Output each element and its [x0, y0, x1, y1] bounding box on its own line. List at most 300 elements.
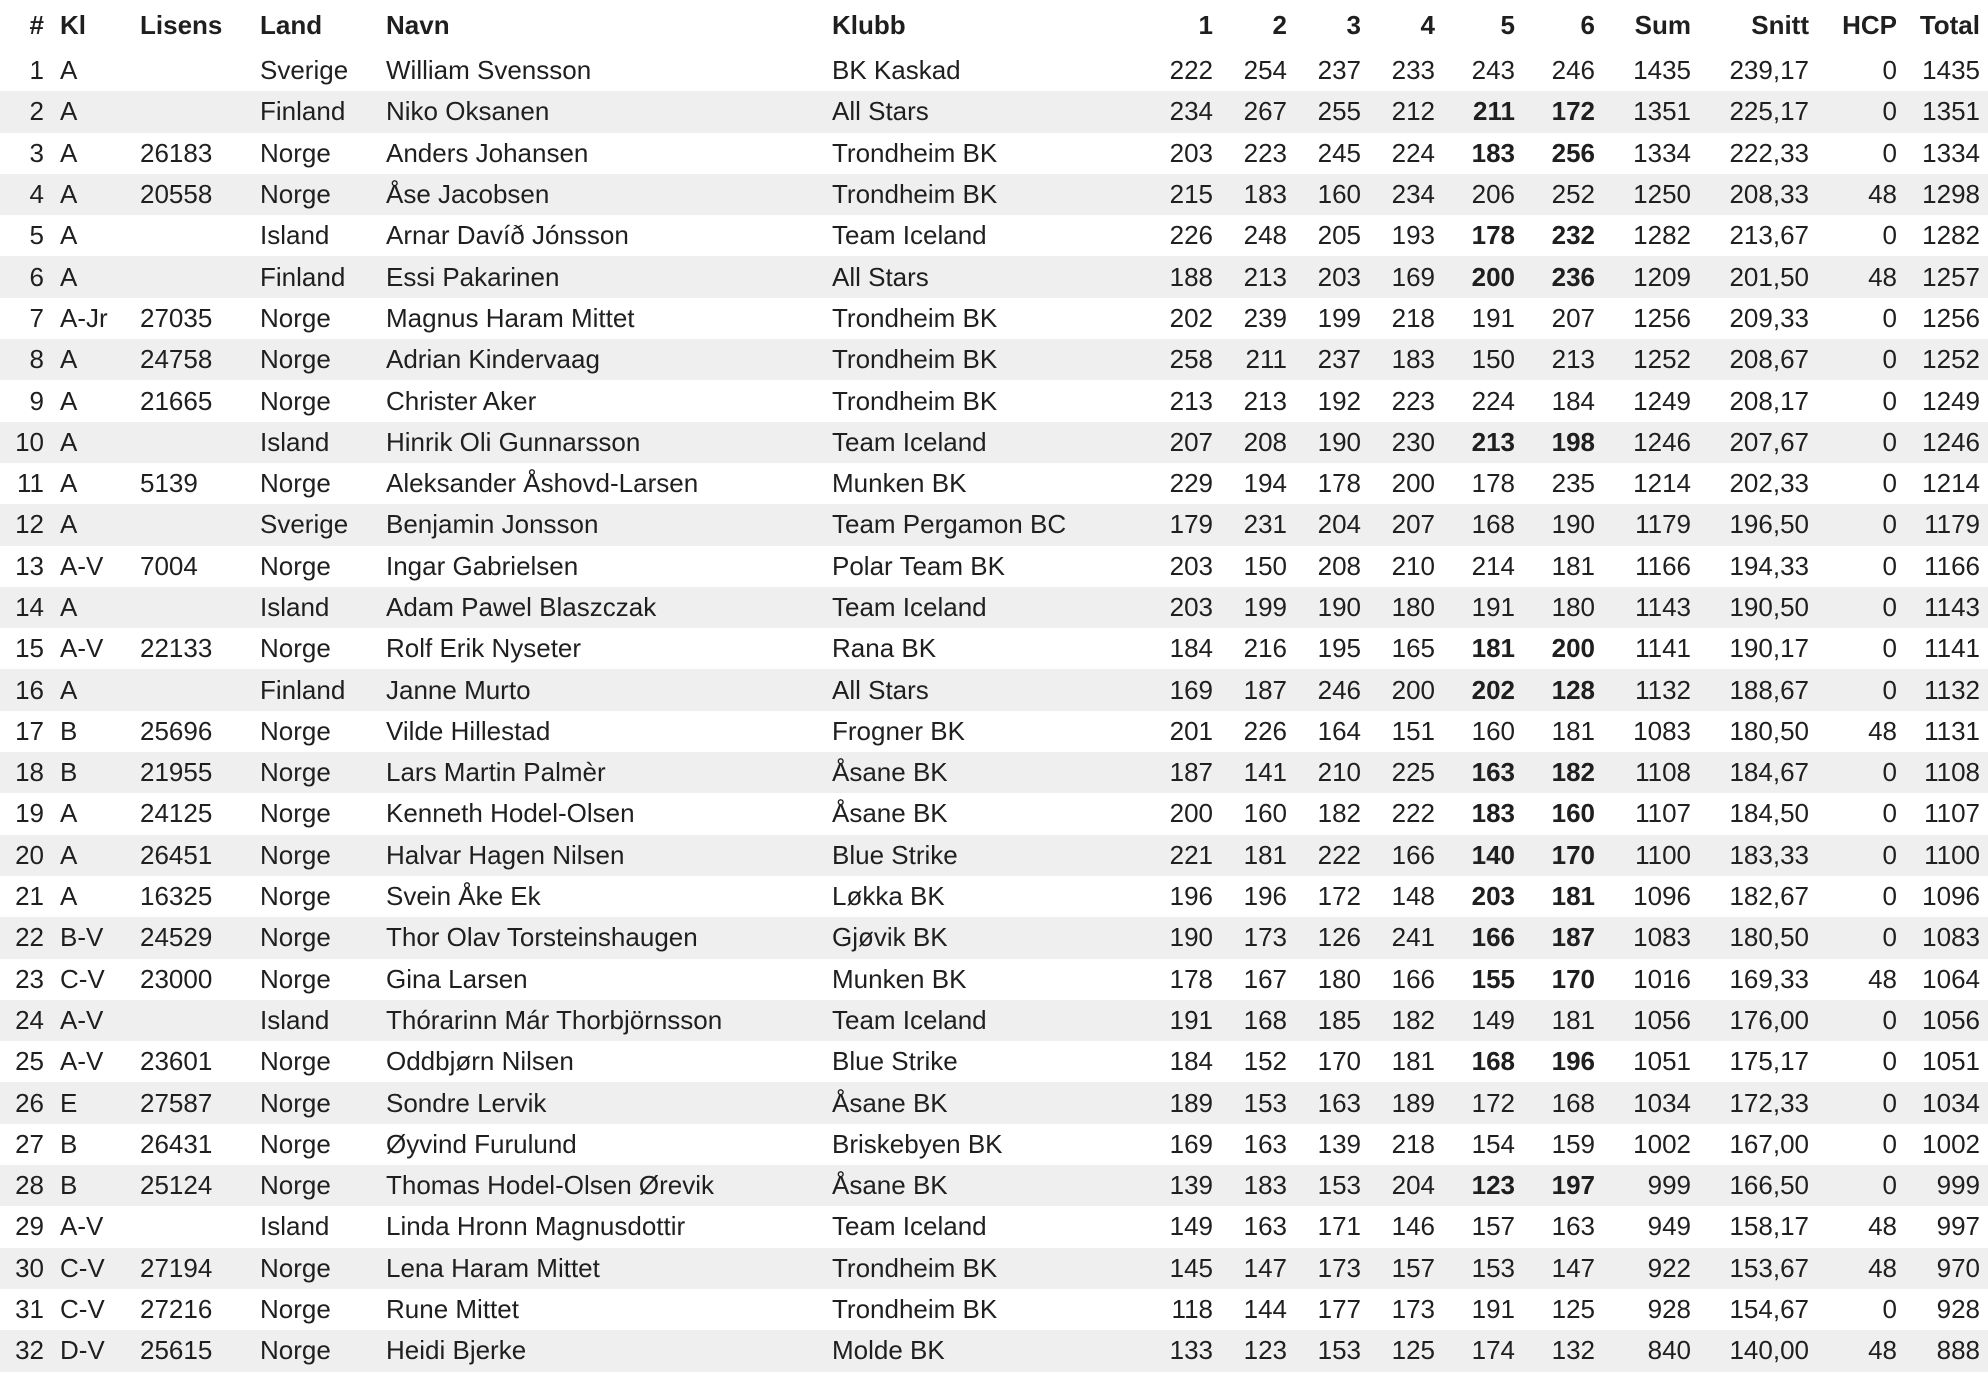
- cell-handicap: 0: [1882, 757, 1897, 788]
- cell-game-3: 237: [1317, 55, 1361, 86]
- table-row[interactable]: [0, 835, 1988, 876]
- cell-player-name: Lena Haram Mittet: [386, 1252, 600, 1283]
- header-pos[interactable]: #: [29, 9, 44, 40]
- cell-game-3: 210: [1317, 757, 1361, 788]
- cell-position: 14: [15, 592, 44, 622]
- cell-license: 24125: [140, 798, 213, 829]
- cell-game-3: 203: [1317, 261, 1361, 292]
- cell-average: 213,67: [1729, 220, 1809, 251]
- cell-class: A: [60, 261, 78, 292]
- cell-club: Frogner BK: [832, 715, 965, 746]
- cell-average: 208,17: [1729, 385, 1809, 416]
- cell-game-1: 178: [1169, 963, 1213, 994]
- cell-club: Åsane BK: [832, 1170, 948, 1201]
- cell-game-2: 208: [1243, 426, 1287, 457]
- cell-total: 1143: [1924, 592, 1980, 622]
- cell-average: 184,50: [1729, 798, 1809, 829]
- cell-club: Rana BK: [832, 633, 937, 664]
- cell-country: Norge: [260, 881, 331, 912]
- cell-game-1: 118: [1171, 1294, 1213, 1325]
- cell-class: A: [60, 344, 78, 375]
- cell-game-4: 210: [1391, 550, 1435, 581]
- cell-total: 1252: [1922, 344, 1980, 375]
- cell-club: Munken BK: [832, 963, 967, 994]
- cell-game-2: 183: [1243, 1170, 1287, 1201]
- cell-game-6: 246: [1551, 55, 1595, 86]
- header-country[interactable]: Land: [260, 9, 323, 40]
- cell-license: [132, 215, 252, 256]
- cell-game-5: 172: [1471, 1087, 1515, 1118]
- cell-game-6: 170: [1551, 963, 1595, 994]
- cell-handicap: 0: [1882, 385, 1897, 416]
- cell-game-6: 170: [1551, 839, 1595, 870]
- cell-player-name: Sondre Lervik: [386, 1087, 547, 1118]
- cell-license: 27194: [140, 1252, 213, 1283]
- cell-average: 209,33: [1729, 302, 1809, 333]
- cell-club: All Stars: [832, 261, 929, 292]
- cell-class: A: [60, 426, 78, 457]
- cell-sum: 1100: [1635, 839, 1691, 870]
- cell-club: Team Iceland: [832, 426, 987, 457]
- cell-sum: 1435: [1633, 55, 1691, 86]
- cell-handicap: 0: [1882, 426, 1897, 457]
- cell-handicap: 0: [1882, 1170, 1897, 1201]
- cell-total: 999: [1936, 1170, 1980, 1201]
- cell-position: 28: [15, 1170, 44, 1201]
- cell-game-6: 190: [1551, 509, 1595, 540]
- cell-game-2: 163: [1243, 1211, 1287, 1242]
- cell-total: 1249: [1922, 385, 1980, 416]
- table-row[interactable]: [0, 50, 1988, 91]
- cell-game-4: 165: [1391, 633, 1435, 664]
- cell-game-3: 195: [1317, 633, 1361, 664]
- cell-handicap: 0: [1882, 674, 1897, 705]
- header-game-5[interactable]: 5: [1500, 9, 1515, 40]
- cell-average: 194,33: [1729, 550, 1809, 581]
- header-game-6[interactable]: 6: [1580, 9, 1595, 40]
- cell-game-3: 255: [1317, 96, 1361, 127]
- table-row[interactable]: [0, 463, 1988, 504]
- cell-position: 5: [29, 220, 44, 251]
- cell-game-4: 181: [1391, 1046, 1435, 1077]
- cell-class: A-V: [60, 1004, 104, 1035]
- header-class[interactable]: Kl: [60, 9, 86, 40]
- cell-class: C-V: [60, 1294, 105, 1325]
- cell-license: 26451: [140, 839, 213, 870]
- cell-game-3: 192: [1317, 385, 1361, 416]
- cell-license: 7004: [140, 550, 198, 581]
- cell-position: 10: [15, 426, 44, 457]
- cell-game-1: 133: [1169, 1335, 1213, 1366]
- cell-game-6: 198: [1551, 426, 1595, 457]
- cell-game-2: 199: [1243, 592, 1287, 622]
- cell-license: [132, 50, 252, 91]
- cell-average: 183,33: [1729, 839, 1809, 870]
- cell-game-1: 234: [1169, 96, 1213, 127]
- table-row[interactable]: [0, 793, 1988, 834]
- cell-class: A-Jr: [60, 302, 108, 333]
- cell-game-3: 199: [1317, 302, 1361, 333]
- table-row[interactable]: [0, 1248, 1988, 1289]
- table-row[interactable]: [0, 1082, 1988, 1123]
- cell-game-2: 213: [1243, 261, 1287, 292]
- cell-total: 1435: [1922, 55, 1980, 86]
- cell-position: 15: [15, 633, 44, 664]
- header-handicap[interactable]: HCP: [1842, 9, 1897, 40]
- cell-country: Norge: [260, 757, 331, 788]
- cell-class: A: [60, 385, 78, 416]
- table-row[interactable]: [0, 380, 1988, 421]
- cell-license: 27035: [140, 302, 213, 333]
- cell-game-4: 204: [1391, 1170, 1435, 1201]
- cell-sum: 1056: [1633, 1004, 1691, 1035]
- cell-game-5: 149: [1471, 1004, 1515, 1035]
- cell-sum: 1141: [1635, 633, 1691, 664]
- cell-total: 1107: [1924, 798, 1980, 829]
- cell-game-2: 187: [1243, 674, 1287, 705]
- cell-game-1: 215: [1169, 179, 1213, 210]
- table-row[interactable]: [0, 256, 1988, 297]
- header-game-3[interactable]: 3: [1346, 9, 1361, 40]
- cell-game-1: 202: [1169, 302, 1213, 333]
- cell-sum: 1166: [1635, 550, 1691, 581]
- cell-game-6: 181: [1551, 715, 1595, 746]
- cell-license: 22133: [140, 633, 213, 664]
- cell-game-3: 173: [1317, 1252, 1361, 1283]
- cell-game-1: 190: [1169, 922, 1213, 953]
- cell-total: 1334: [1922, 137, 1980, 168]
- cell-class: A: [60, 798, 78, 829]
- cell-game-4: 241: [1391, 922, 1435, 953]
- cell-game-4: 183: [1391, 344, 1435, 375]
- cell-average: 196,50: [1729, 509, 1809, 540]
- cell-average: 201,50: [1729, 261, 1809, 292]
- cell-position: 11: [17, 468, 44, 499]
- cell-game-4: 218: [1391, 302, 1435, 333]
- cell-average: 154,67: [1729, 1294, 1809, 1325]
- table-row[interactable]: [0, 1000, 1988, 1041]
- cell-country: Island: [260, 1004, 330, 1035]
- cell-player-name: Arnar Davíð Jónsson: [386, 220, 629, 251]
- cell-average: 140,00: [1729, 1335, 1809, 1366]
- cell-game-3: 185: [1317, 1004, 1361, 1035]
- cell-game-5: 160: [1471, 715, 1515, 746]
- cell-class: A: [60, 220, 78, 251]
- table-row[interactable]: [0, 669, 1988, 710]
- cell-class: A-V: [60, 550, 104, 581]
- table-row[interactable]: [0, 422, 1988, 463]
- cell-sum: 1083: [1633, 715, 1691, 746]
- cell-game-5: 166: [1471, 922, 1515, 953]
- cell-game-1: 169: [1169, 1128, 1213, 1159]
- cell-license: 25696: [140, 715, 213, 746]
- cell-game-2: 196: [1243, 881, 1287, 912]
- cell-total: 1064: [1922, 963, 1980, 994]
- cell-game-2: 211: [1245, 344, 1287, 375]
- cell-sum: 949: [1647, 1211, 1691, 1242]
- cell-class: A-V: [60, 633, 104, 664]
- table-row[interactable]: [0, 959, 1988, 1000]
- cell-game-6: 256: [1551, 137, 1595, 168]
- cell-game-4: 200: [1391, 468, 1435, 499]
- table-row[interactable]: [0, 917, 1988, 958]
- cell-license: 16325: [140, 881, 213, 912]
- cell-player-name: Adam Pawel Blaszczak: [386, 592, 657, 622]
- table-row[interactable]: [0, 298, 1988, 339]
- cell-total: 1257: [1922, 261, 1980, 292]
- cell-average: 202,33: [1729, 468, 1809, 499]
- cell-handicap: 48: [1868, 715, 1897, 746]
- cell-total: 1214: [1922, 468, 1980, 499]
- cell-club: Team Iceland: [832, 592, 987, 622]
- header-game-4[interactable]: 4: [1420, 9, 1435, 40]
- cell-club: Team Pergamon BC: [832, 509, 1067, 540]
- cell-game-4: 212: [1391, 96, 1435, 127]
- cell-position: 17: [15, 715, 44, 746]
- cell-game-2: 167: [1243, 963, 1287, 994]
- cell-game-6: 180: [1551, 592, 1595, 622]
- cell-game-5: 203: [1471, 881, 1515, 912]
- cell-game-2: 216: [1243, 633, 1287, 664]
- cell-country: Norge: [260, 1087, 331, 1118]
- cell-country: Norge: [260, 715, 331, 746]
- cell-player-name: Hinrik Oli Gunnarsson: [386, 426, 641, 457]
- cell-average: 207,67: [1729, 426, 1809, 457]
- cell-game-6: 252: [1551, 179, 1595, 210]
- cell-game-4: 180: [1391, 592, 1435, 622]
- cell-license: 23601: [140, 1046, 213, 1077]
- cell-club: Gjøvik BK: [832, 922, 948, 953]
- table-row[interactable]: [0, 711, 1988, 752]
- cell-handicap: 0: [1882, 1087, 1897, 1118]
- cell-game-6: 132: [1551, 1335, 1595, 1366]
- cell-country: Norge: [260, 633, 331, 664]
- cell-player-name: Thomas Hodel-Olsen Ørevik: [386, 1170, 714, 1201]
- cell-game-6: 200: [1551, 633, 1595, 664]
- header-name[interactable]: Navn: [386, 9, 450, 40]
- cell-average: 225,17: [1729, 96, 1809, 127]
- cell-handicap: 0: [1882, 1004, 1897, 1035]
- cell-average: 167,00: [1729, 1128, 1809, 1159]
- table-row[interactable]: [0, 1165, 1988, 1206]
- cell-game-1: 184: [1169, 633, 1213, 664]
- cell-handicap: 48: [1868, 1335, 1897, 1366]
- cell-license: 24758: [140, 344, 213, 375]
- header-total[interactable]: Total: [1919, 9, 1980, 40]
- cell-game-6: 181: [1551, 1004, 1595, 1035]
- cell-game-3: 245: [1317, 137, 1361, 168]
- table-row[interactable]: [0, 339, 1988, 380]
- cell-game-1: 189: [1169, 1087, 1213, 1118]
- cell-player-name: Christer Aker: [386, 385, 537, 416]
- cell-total: 1246: [1922, 426, 1980, 457]
- cell-game-3: 177: [1317, 1294, 1361, 1325]
- cell-player-name: William Svensson: [386, 55, 592, 86]
- cell-game-6: 172: [1551, 96, 1595, 127]
- cell-handicap: 0: [1882, 302, 1897, 333]
- cell-game-6: 187: [1551, 922, 1595, 953]
- cell-club: All Stars: [832, 96, 929, 127]
- cell-country: Norge: [260, 1128, 331, 1159]
- cell-game-5: 181: [1471, 633, 1515, 664]
- cell-sum: 928: [1647, 1294, 1691, 1325]
- cell-class: B: [60, 1128, 78, 1159]
- table-row[interactable]: [0, 215, 1988, 256]
- cell-position: 24: [15, 1004, 44, 1035]
- cell-game-6: 182: [1551, 757, 1595, 788]
- cell-player-name: Lars Martin Palmèr: [386, 757, 606, 788]
- table-row[interactable]: [0, 752, 1988, 793]
- cell-position: 25: [15, 1046, 44, 1077]
- cell-game-5: 155: [1471, 963, 1515, 994]
- cell-sum: 840: [1647, 1335, 1691, 1366]
- cell-handicap: 0: [1882, 922, 1897, 953]
- cell-game-4: 225: [1391, 757, 1435, 788]
- table-row[interactable]: [0, 504, 1988, 545]
- cell-country: Norge: [260, 550, 331, 581]
- cell-game-2: 194: [1243, 468, 1287, 499]
- cell-game-1: 184: [1169, 1046, 1213, 1077]
- table-row[interactable]: [0, 133, 1988, 174]
- cell-club: Trondheim BK: [832, 1294, 998, 1325]
- cell-license: [132, 504, 252, 545]
- table-row[interactable]: [0, 628, 1988, 669]
- cell-country: Norge: [260, 302, 331, 333]
- table-row[interactable]: [0, 546, 1988, 587]
- cell-game-6: 232: [1551, 220, 1595, 251]
- cell-class: E: [60, 1087, 78, 1118]
- cell-position: 12: [15, 509, 44, 540]
- cell-game-2: 152: [1243, 1046, 1287, 1077]
- cell-country: Finland: [260, 674, 346, 705]
- cell-player-name: Anders Johansen: [386, 137, 589, 168]
- table-row[interactable]: [0, 174, 1988, 215]
- cell-total: 1132: [1924, 674, 1980, 705]
- cell-game-1: 201: [1169, 715, 1213, 746]
- cell-club: Trondheim BK: [832, 302, 998, 333]
- header-average[interactable]: Snitt: [1751, 9, 1809, 40]
- cell-average: 172,33: [1729, 1087, 1809, 1118]
- table-row[interactable]: [0, 91, 1988, 132]
- cell-player-name: Kenneth Hodel-Olsen: [386, 798, 635, 829]
- cell-club: BK Kaskad: [832, 55, 961, 86]
- cell-total: 1034: [1922, 1087, 1980, 1118]
- cell-handicap: 0: [1882, 1294, 1897, 1325]
- table-row[interactable]: [0, 1206, 1988, 1247]
- cell-game-1: 179: [1169, 509, 1213, 540]
- cell-class: A: [60, 839, 78, 870]
- header-license[interactable]: Lisens: [140, 9, 223, 40]
- cell-game-5: 153: [1471, 1252, 1515, 1283]
- cell-player-name: Vilde Hillestad: [386, 715, 551, 746]
- table-row[interactable]: [0, 1041, 1988, 1082]
- cell-game-2: 248: [1243, 220, 1287, 251]
- cell-game-5: 191: [1471, 592, 1515, 622]
- cell-license: 5139: [140, 468, 198, 499]
- cell-game-4: 189: [1391, 1087, 1435, 1118]
- cell-total: 1056: [1922, 1004, 1980, 1035]
- cell-position: 21: [15, 881, 44, 912]
- table-row[interactable]: [0, 1124, 1988, 1165]
- cell-country: Norge: [260, 1170, 331, 1201]
- cell-player-name: Thórarinn Már Thorbjörnsson: [386, 1004, 723, 1035]
- cell-handicap: 48: [1868, 963, 1897, 994]
- cell-game-1: 187: [1169, 757, 1213, 788]
- cell-club: Trondheim BK: [832, 344, 998, 375]
- cell-game-5: 191: [1471, 302, 1515, 333]
- cell-license: 25615: [140, 1335, 213, 1366]
- cell-position: 31: [15, 1294, 44, 1325]
- cell-player-name: Øyvind Furulund: [386, 1128, 577, 1159]
- table-row[interactable]: [0, 1330, 1988, 1371]
- header-game-2[interactable]: 2: [1272, 9, 1287, 40]
- cell-game-5: 168: [1471, 509, 1515, 540]
- cell-average: 222,33: [1729, 137, 1809, 168]
- cell-position: 7: [29, 302, 44, 333]
- header-game-1[interactable]: 1: [1198, 9, 1213, 40]
- cell-sum: 1209: [1633, 261, 1691, 292]
- cell-handicap: 0: [1882, 509, 1897, 540]
- cell-game-2: 223: [1243, 137, 1287, 168]
- cell-position: 2: [29, 96, 44, 127]
- cell-game-2: 226: [1243, 715, 1287, 746]
- cell-handicap: 0: [1882, 1046, 1897, 1077]
- cell-country: Sverige: [260, 55, 349, 86]
- cell-game-3: 164: [1317, 715, 1361, 746]
- cell-game-5: 168: [1471, 1046, 1515, 1077]
- cell-game-5: 140: [1471, 839, 1515, 870]
- cell-sum: 1250: [1633, 179, 1691, 210]
- cell-average: 169,33: [1729, 963, 1809, 994]
- cell-handicap: 0: [1882, 468, 1897, 499]
- cell-average: 208,67: [1729, 344, 1809, 375]
- cell-country: Island: [260, 426, 330, 457]
- cell-game-5: 191: [1471, 1294, 1515, 1325]
- cell-handicap: 0: [1882, 137, 1897, 168]
- cell-game-1: 226: [1169, 220, 1213, 251]
- table-row[interactable]: [0, 1289, 1988, 1330]
- cell-game-3: 139: [1317, 1128, 1361, 1159]
- results-body: [0, 50, 1988, 1372]
- cell-license: 24529: [140, 922, 213, 953]
- cell-game-1: 200: [1169, 798, 1213, 829]
- cell-sum: 1143: [1635, 592, 1691, 622]
- cell-average: 208,33: [1729, 179, 1809, 210]
- cell-game-1: 222: [1169, 55, 1213, 86]
- cell-handicap: 0: [1882, 798, 1897, 829]
- cell-class: A: [60, 179, 78, 210]
- cell-club: Team Iceland: [832, 1004, 987, 1035]
- cell-game-1: 258: [1169, 344, 1213, 375]
- cell-player-name: Oddbjørn Nilsen: [386, 1046, 574, 1077]
- cell-sum: 1016: [1633, 963, 1691, 994]
- cell-game-4: 157: [1391, 1252, 1435, 1283]
- cell-game-1: 203: [1169, 550, 1213, 581]
- cell-game-3: 237: [1317, 344, 1361, 375]
- cell-sum: 1246: [1633, 426, 1691, 457]
- cell-license: [132, 422, 252, 463]
- header-club[interactable]: Klubb: [832, 9, 906, 40]
- cell-club: Trondheim BK: [832, 1252, 998, 1283]
- cell-game-2: 254: [1243, 55, 1287, 86]
- table-row[interactable]: [0, 876, 1988, 917]
- cell-game-2: 183: [1243, 179, 1287, 210]
- table-row[interactable]: [0, 587, 1988, 628]
- cell-average: 239,17: [1729, 55, 1809, 86]
- header-sum[interactable]: Sum: [1634, 9, 1691, 40]
- cell-position: 26: [15, 1087, 44, 1118]
- cell-game-5: 174: [1471, 1335, 1515, 1366]
